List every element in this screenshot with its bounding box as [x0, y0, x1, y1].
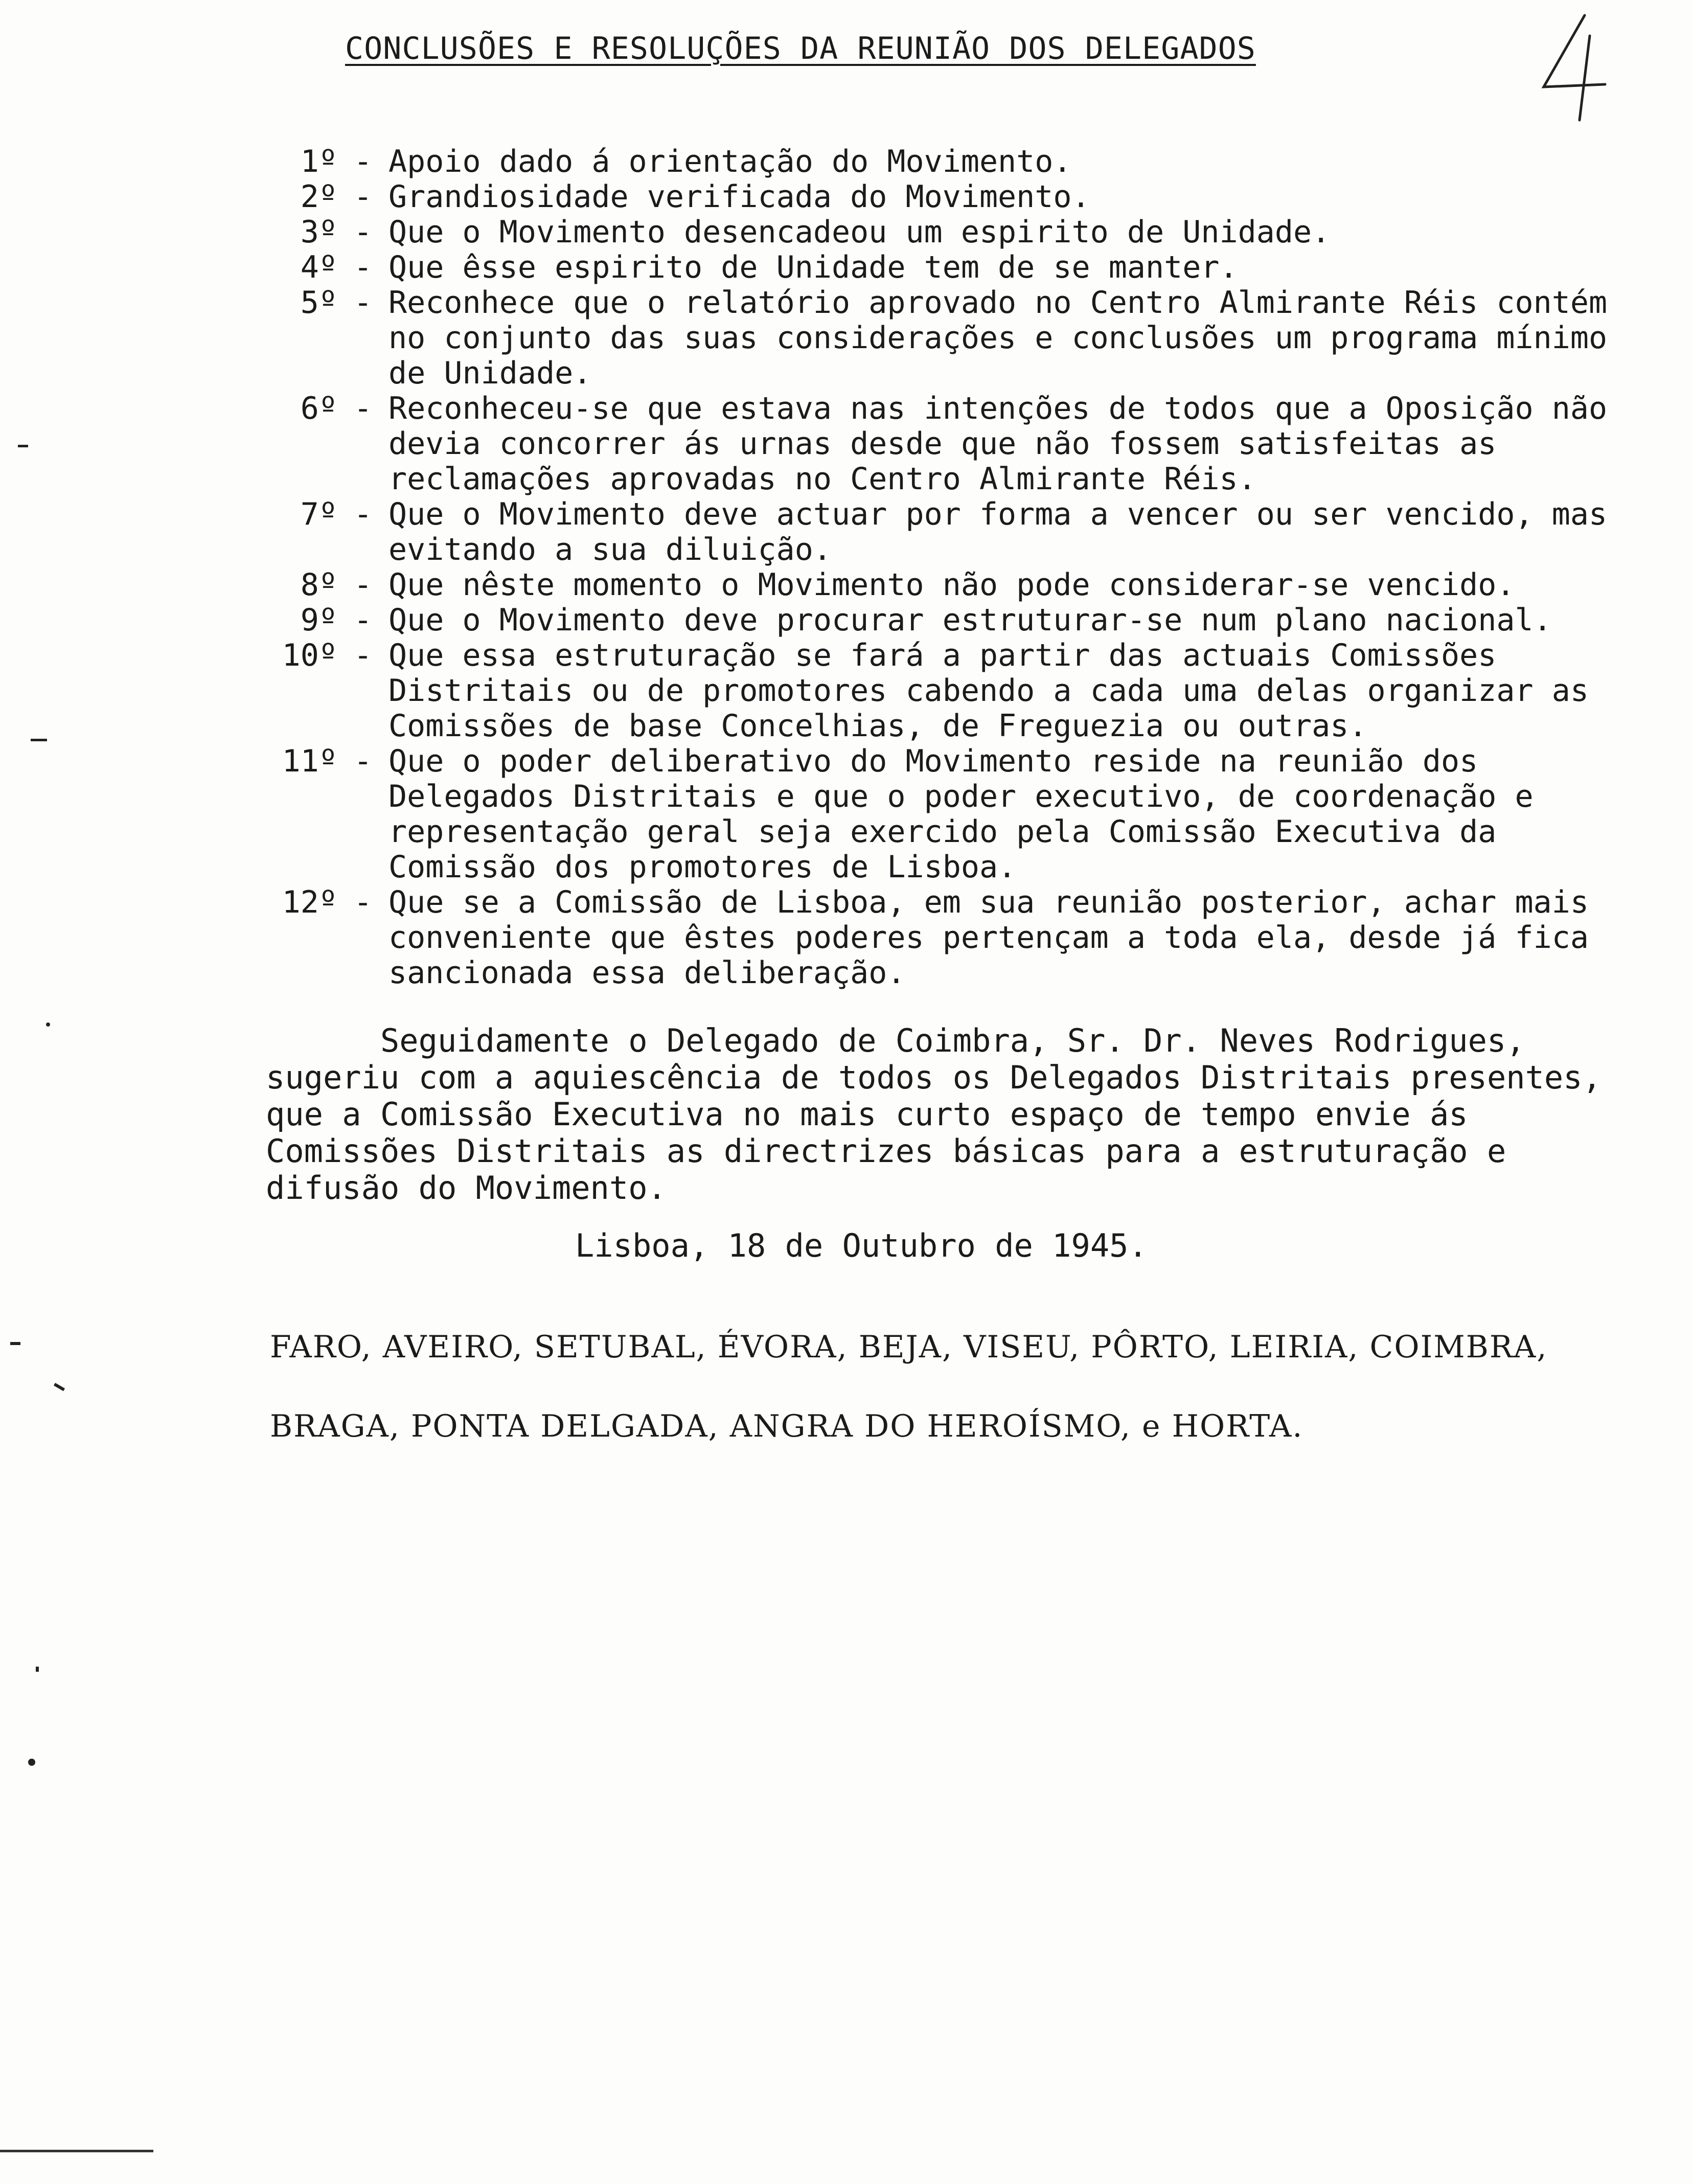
- item-dash: -: [353, 567, 373, 603]
- item-dash: -: [353, 285, 373, 321]
- item-text: Que o poder deliberativo do Movimento reside na reunião dos Delegados Distritais e que o poder executivo, de coordenação e representação geral seja exercido pela Comissão Executiva da Comissão dos promotores de Lisboa.: [388, 743, 1552, 885]
- item-dash: -: [353, 249, 373, 285]
- scan-speck: [18, 445, 28, 447]
- item-number: 6º: [300, 391, 337, 426]
- item-dash: -: [353, 496, 373, 532]
- resolution-item: [266, 179, 1646, 215]
- place-and-date: Lisboa, 18 de Outubro de 1945.: [575, 1227, 1148, 1264]
- item-number: 5º: [300, 285, 337, 321]
- scan-edge-line: [0, 2150, 153, 2152]
- item-number: 2º: [300, 179, 337, 215]
- handwritten-page-number: [1528, 10, 1610, 123]
- item-number: 7º: [300, 496, 337, 532]
- item-text: Reconhece que o relatório aprovado no Centro Almirante Réis contém no conjunto das suas considerações e conclusões um programa mínimo de Unidade.: [388, 285, 1626, 391]
- resolution-item: [266, 567, 1646, 603]
- item-text: Que nêste momento o Movimento não pode considerar-se vencido.: [388, 567, 1515, 603]
- districts-list-line-2: BRAGA, PONTA DELGADA, ANGRA DO HEROÍSMO, e HORTA.: [270, 1408, 1303, 1444]
- scan-speck: [54, 1383, 65, 1391]
- scan-speck: [28, 1759, 35, 1766]
- resolution-item: [266, 885, 1646, 991]
- resolution-item: [266, 285, 1646, 391]
- resolution-item: [266, 215, 1646, 250]
- resolution-item: [266, 744, 1646, 885]
- item-number: 8º: [300, 567, 337, 603]
- districts-list-line-1: FARO, AVEIRO, SETUBAL, ÉVORA, BEJA, VISEU, PÔRTO, LEIRIA, COIMBRA,: [270, 1329, 1548, 1365]
- item-text: Que o Movimento desencadeou um espirito de Unidade.: [388, 214, 1331, 250]
- item-text: Que êsse espirito de Unidade tem de se manter.: [388, 249, 1238, 285]
- item-dash: -: [353, 884, 373, 920]
- resolutions-list: [266, 144, 1646, 991]
- item-dash: -: [353, 179, 373, 215]
- scan-speck: [46, 1022, 50, 1027]
- resolution-item: [266, 250, 1646, 285]
- scan-speck: [10, 1342, 20, 1345]
- item-text: Grandiosidade verificada do Movimento.: [388, 179, 1090, 215]
- item-text: Apoio dado á orientação do Movimento.: [388, 144, 1072, 179]
- item-dash: -: [353, 391, 373, 426]
- resolution-item: [266, 603, 1646, 638]
- item-dash: -: [353, 144, 373, 179]
- item-number: 1º: [300, 144, 337, 179]
- item-text: Que o Movimento deve actuar por forma a vencer ou ser vencido, mas evitando a sua diluição.: [388, 496, 1626, 567]
- handwritten-number-glyph: [1528, 10, 1610, 123]
- item-number: 9º: [300, 602, 337, 638]
- item-text: Reconheceu-se que estava nas intenções de todos que a Oposição não devia concorrer ás urnas desde que não fossem satisfeitas as reclamações aprovadas no Centro Almirante Réis.: [388, 391, 1626, 497]
- item-dash: -: [353, 602, 373, 638]
- item-dash: -: [353, 638, 373, 673]
- scan-speck: [31, 739, 47, 741]
- item-number: 11º: [282, 743, 337, 779]
- item-dash: -: [353, 743, 373, 779]
- item-text: Que essa estruturação se fará a partir das actuais Comissões Distritais ou de promotores cabendo a cada uma delas organizar as Comissões de base Concelhias, de Freguezia ou outras.: [388, 638, 1608, 744]
- item-number: 12º: [282, 884, 337, 920]
- resolution-item: [266, 391, 1646, 497]
- item-text: Que o Movimento deve procurar estruturar-se num plano nacional.: [388, 602, 1552, 638]
- item-number: 3º: [300, 214, 337, 250]
- document-title: CONCLUSÕES E RESOLUÇÕES DA REUNIÃO DOS DELEGADOS: [345, 31, 1256, 66]
- scan-speck: [36, 1667, 39, 1672]
- closing-paragraph: Seguidamente o Delegado de Coimbra, Sr. Dr. Neves Rodrigues, sugeriu com a aquiescência de todos os Delegados Distritais presentes, que a Comissão Executiva no mais curto espaço de tempo envie ás Comissões Distritais as directrizes básicas para a estruturação e difusão do Movimento.: [266, 1022, 1621, 1207]
- resolution-item: [266, 144, 1646, 179]
- item-dash: -: [353, 214, 373, 250]
- resolution-item: [266, 497, 1646, 567]
- item-number: 10º: [282, 638, 337, 673]
- item-number: 4º: [300, 249, 337, 285]
- item-text: Que se a Comissão de Lisboa, em sua reunião posterior, achar mais conveniente que êstes poderes pertençam a toda ela, desde já fica sancionada essa deliberação.: [388, 884, 1608, 991]
- resolution-item: [266, 638, 1646, 744]
